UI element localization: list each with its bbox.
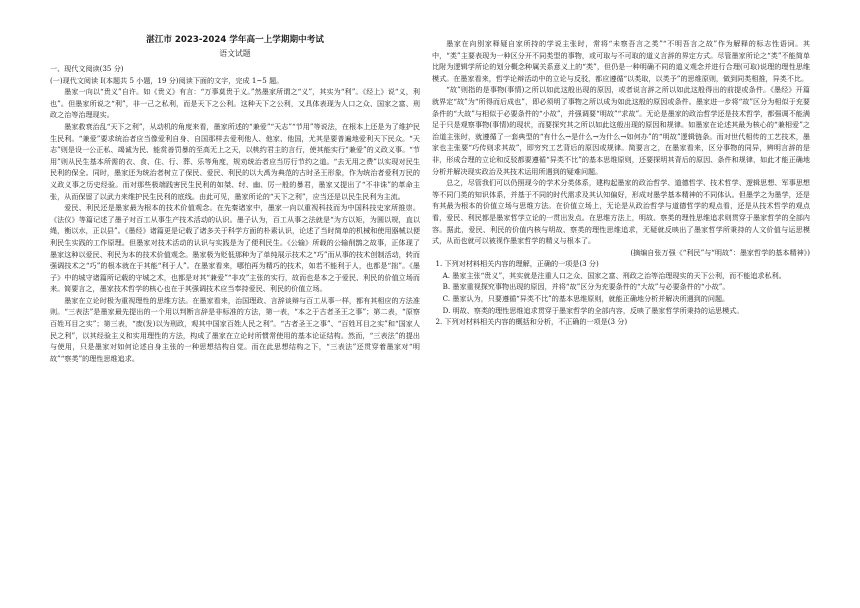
question-1-option-b: B. 墨家重视探究事物出现的原因，并将“故”区分为充要条件的“大故”与必要条件的“小故”。 <box>442 282 730 292</box>
question-2: 2. 下列对材料相关内容的概括和分析，不正确的一项是(3 分) <box>435 317 628 327</box>
question-1: 1. 下列对材料相关内容的理解，正确的一项是(3 分) <box>435 259 599 269</box>
passage-paragraph: 爱民、利民还是墨家最为根本的技术价值观念。在先秦诸家中，墨家一向以重视科技而为中国科技史家所推崇。《法仪》等篇记述了墨子对百工从事生产技术活动的认识。墨子认为，百工从事之法就是“为方以矩，为圆以规，直以绳，衡以水，正以县”。《墨经》诸篇更是记载了诸多关于科学方面的朴素认识，论述了当时简单的机械和使用器械以便利民生实践的工作原理。但墨家对技术活动的认识与实践是为了便利民生。《公输》所载的公输削鹊之故事，正体现了墨家这种以爱民、利民为本的技术价值观念。墨家极为贬低那种为了单纯展示技术之“巧”而从事的技术创制活动，转而强调技术之“巧”的根本就在于其能“利于人”。在墨家看来，哪怕再为精巧的技术，如若不能利于人，也都是“拙”。《墨子》中的城守诸篇所记载的守城之术，也都是对其“兼爱”“非攻”主张的实行，故而也是本之于爱民、利民的价值立场而来。简要言之，墨家技术哲学的核心也在于其强调技术应当奉持爱民、利民的价值立场。 <box>50 203 420 294</box>
question-1-option-a: A. 墨家主张“贵义”，其实就是注重人口之众、国家之富、刑政之治等治理现实的天下公利，而不能追求私利。 <box>442 270 786 280</box>
passage-paragraph: 墨家救衰治乱“天下之利”，从动机的角度来看，墨家所述的“兼爱”“天志”“节用”等说法，在根本上还是为了维护民生民利。“兼爱”要求统治者应当像爱利自身、自国那样去爱利他人、他家、他国，尤其是要普遍地爱利天下民众。“天志”则是设一公正私、竭诚为民、能赏善罚暴的至高无上之天，以桃约君主的言行，使其能实行“兼爱”的义政义事。“节用”则从民生基本所需的衣、食、住、行、葬、乐等角度，规劝统治者应当厉行节约之道。“去无用之费”以实现对民生民利的保全。同时，墨家还为统治者树立了保民、爱民、利民的以大禹为典范的古时圣王形象，作为统治者爱利万民的义政义事之历史经验。而对那些极端践害民生民利的如桀、纣、幽、厉一般的暴君，墨家又提出了“不非诛”的革命主张，从而保留了以武力来维护民生民利的底线。由此可见，墨家所论的“天下之利”，应当还是以民生民利为主流。 <box>50 121 420 201</box>
source-citation: (摘编自张万强《“利民”与“明故”：墨家哲学的基本精神》) <box>630 247 810 257</box>
passage-paragraph: 墨家在向别家释疑自家所持的学说主张时，常将“未察吾言之类”“不明吾言之故”作为解释的标志性语词。其中，“类”主要表现为一种区分开不同类型的事物，或可取与不可取的道义言辞的界定方式。尽管墨家所论之“类”不能简单比附为逻辑学所论的划分概念种属关系意义上的“类”，但仍是一种明确不同的道义观念并进行合理(可取)说理的理性思维模式。在墨家看来，哲学论辩活动中的立论与反驳，都应遵循“以类取，以类予”的思维原则，做到同类相推，异类不比。 <box>432 39 810 83</box>
subsection-heading: (一)现代文阅读 I(本题共 5 小题，19 分)阅读下面的文字，完成 1~5 题。 <box>50 75 284 85</box>
passage-paragraph: 墨家在立论时极为重视理性的思维方法。在墨家看来，治国理政、言辞谈辩与百工从事一样，都有其相应的方法准则。“三表法”是墨家最先提出的一个用以判断言辞是非标准的方法，第一表，“本之于古者圣王之事”；第二表，“原察百姓耳目之实”；第三表，“废(发)以为刑政，观其中国家百姓人民之利”。“古者圣王之事”、“百姓耳目之实”和“国家人民之利”，以其经验主义和实用理性的方法，构成了墨家在立论时所惯常使用的基本论证结构。然而，“三表法”的提出与使用，只是墨家对如何论述自身主张的一种思想结构自觉。而在此思想结构之下，“三表法”还贯穿着墨家对“明故”“察类”的理性思维追求。 <box>50 295 420 363</box>
page-title: 湛江市 2023-2024 学年高一上学期期中考试 <box>146 35 324 45</box>
passage-paragraph: 墨家一向以“贵义”自许。如《贵义》有言：“万事莫贵于义。”然墨家所谓之“义”，其实为“利”。《经上》说“义，利也”。但墨家所说之“利”，非一己之私利，而是天下之公利。这种天下之公利，又具体表现为人口之众、国家之富、刑政之治等治理现实。 <box>50 87 420 120</box>
section-heading: 一、现代文阅读(35 分) <box>50 64 124 73</box>
passage-paragraph: “故”则指的是事物(事情)之所以如此这般出现的原因，或者说言辞之所以如此这般得出的前提或条件。《墨经》开篇就界定“故”为“所得而后成也”，即必须明了事物之所以成为如此这般的原因或条件。墨家进一步将“故”区分为相似于充要条件的“大故”与相似于必要条件的“小故”，并强调要“明故”“求故”。无论是墨家的政治哲学还是技术哲学，都强调不能满足于只是观察事物(事情)的现状，而要探究其之所以如此这般出现的原因和规律。如墨家在论述其最为核心的“兼相爱”之治道主张时，就遵循了一套典型的“有什么→是什么→为什么→如何办”的“明故”逻辑链条。而对世代相传的工艺技术，墨家也主张要“巧传则求其故”，即穷究工艺背后的原因或规律。简要言之，在墨家看来，区分事物的同异，辨明言辞的是非，形成合理的立论和反驳都要遵循“异类不比”的基本思维原则，还要探明其背后的原因、条件和规律，如此才能正确地分析并解决现实政治及其技术运用所遇到的疑难问题。 <box>432 85 810 176</box>
question-1-option-c: C. 墨家认为，只要遵循“异类不比”的基本思维原则，就能正确地分析并解决所遇到的问题。 <box>442 294 730 304</box>
question-1-option-d: D. 明故、察类的理性思维追求贯穿于墨家哲学的全部内容，反映了墨家哲学所秉持的运思模式。 <box>442 305 744 315</box>
passage-paragraph: 总之，尽管我们可以仍照现今的学术分类体系，建构起墨家的政治哲学、道德哲学、技术哲学、逻辑思想、军事思想等不同门类的知识体系，并基于不同的时代需求及其认知偏好，形成对墨学基本精神的不同体认。但墨学之为墨学，还是有其最为根本的价值立场与思维方法。在价值立场上，无论是从政治哲学与道德哲学的观点看，还是从技术哲学的观点看，爱民、利民都是墨家哲学立论的一贯出发点。在思维方法上，明故、察类的理性思维追求则贯穿于墨家哲学的全部内容。据此，爱民、利民的价值内核与明故、察类的理性思维追求，无疑就反映出了墨家哲学所秉持的人文价值与运思模式，从而也就可以被视作墨家哲学的精义与根本了。 <box>432 178 810 246</box>
page-subtitle: 语文试题 <box>219 49 251 58</box>
